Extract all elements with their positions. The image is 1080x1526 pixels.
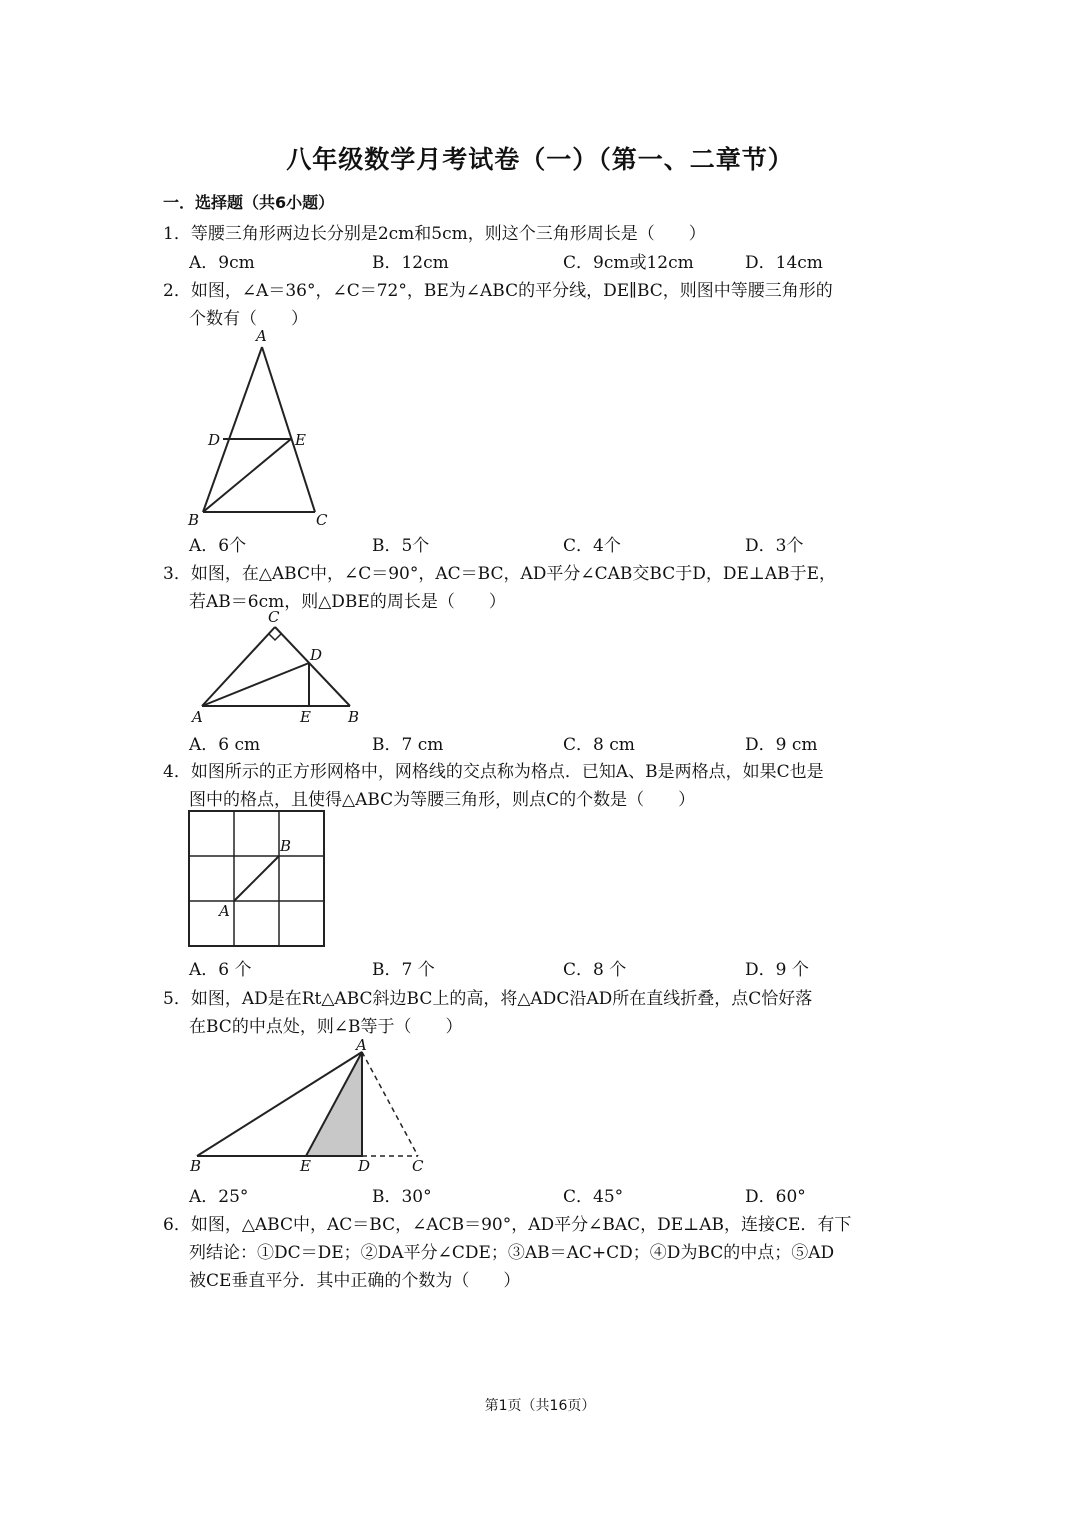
question-3-option-a: A．6 cm: [189, 735, 261, 755]
side-ac: [262, 347, 315, 512]
label-b: B: [348, 708, 360, 726]
question-5-text-line-1: 5．如图，AD是在Rt△ABC斜边BC上的高，将△ADC沿AD所在直线折叠，点C恰好落: [163, 989, 813, 1009]
question-2-text-line-1: 2．如图，∠A＝36°，∠C＝72°，BE为∠ABC的平分线，DE∥BC，则图中等腰三角形的: [163, 281, 833, 301]
question-5-figure: [180, 1035, 440, 1175]
question-5-text-line-2: 在BC的中点处，则∠B等于（ ）: [189, 1017, 463, 1037]
label-e: E: [300, 1157, 311, 1175]
label-c: C: [268, 610, 280, 626]
label-a: A: [256, 327, 267, 345]
question-1-option-c: C．9cm或12cm: [563, 253, 694, 273]
question-2-option-c: C．4个: [563, 536, 621, 556]
label-d: D: [310, 646, 323, 664]
label-a: A: [192, 708, 203, 726]
label-c: C: [412, 1157, 424, 1175]
label-a: A: [356, 1036, 367, 1054]
page-footer: 第1页（共16页）: [484, 1398, 596, 1414]
label-b: B: [190, 1157, 202, 1175]
side-ca: [202, 627, 275, 706]
question-3-text-line-2: 若AB＝6cm，则△DBE的周长是（ ）: [189, 592, 506, 612]
question-2-figure: [180, 325, 340, 530]
question-6-text-line-1: 6．如图，△ABC中，AC＝BC，∠ACB＝90°，AD平分∠BAC，DE⊥AB，连接CE．有下: [163, 1215, 852, 1235]
label-b: B: [188, 511, 200, 529]
question-4-option-d: D．9 个: [745, 960, 809, 980]
question-4-text-line-1: 4．如图所示的正方形网格中，网格线的交点称为格点．已知A、B是两格点，如果C也是: [163, 762, 824, 782]
question-2-option-a: A．6个: [189, 536, 247, 556]
question-1-text: 1．等腰三角形两边长分别是2cm和5cm，则这个三角形周长是（ ）: [163, 224, 706, 244]
label-a: A: [219, 902, 230, 920]
right-angle-mark: [269, 634, 281, 640]
question-3-figure: [180, 610, 380, 730]
question-2-option-d: D．3个: [745, 536, 804, 556]
question-4-option-a: A．6 个: [189, 960, 252, 980]
label-e: E: [300, 708, 311, 726]
dashed-ac: [362, 1052, 418, 1156]
label-e: E: [295, 431, 306, 449]
question-5-option-a: A．25°: [189, 1187, 249, 1207]
question-1-option-a: A．9cm: [189, 253, 255, 273]
page-title: 八年级数学月考试卷（一）（第一、二章节）: [286, 145, 794, 174]
question-6-text-line-3: 被CE垂直平分．其中正确的个数为（ ）: [189, 1271, 521, 1291]
question-4-figure: [186, 808, 328, 950]
section-heading: 一．选择题（共6小题）: [163, 193, 335, 212]
question-3-option-d: D．9 cm: [745, 735, 818, 755]
label-c: C: [316, 511, 328, 529]
question-3-text-line-1: 3．如图，在△ABC中，∠C＝90°，AC＝BC，AD平分∠CAB交BC于D，DE⊥AB于E，: [163, 564, 837, 584]
question-6-text-line-2: 列结论：①DC＝DE；②DA平分∠CDE；③AB＝AC+CD；④D为BC的中点；⑤AD: [189, 1243, 835, 1263]
question-4-option-b: B．7 个: [372, 960, 435, 980]
question-3-option-c: C．8 cm: [563, 735, 635, 755]
label-d: D: [208, 431, 221, 449]
segment-ad: [202, 663, 309, 706]
question-3-option-b: B．7 cm: [372, 735, 444, 755]
question-5-option-b: B．30°: [372, 1187, 432, 1207]
label-d: D: [358, 1157, 371, 1175]
segment-ab: [234, 856, 279, 901]
folded-triangle-aed: [306, 1052, 362, 1156]
question-5-option-c: C．45°: [563, 1187, 624, 1207]
side-cb: [275, 627, 350, 706]
label-b: B: [280, 837, 292, 855]
question-4-text-line-2: 图中的格点，且使得△ABC为等腰三角形，则点C的个数是（ ）: [189, 790, 696, 810]
question-2-option-b: B．5个: [372, 536, 430, 556]
question-4-option-c: C．8 个: [563, 960, 627, 980]
question-1-option-b: B．12cm: [372, 253, 449, 273]
question-2-text-line-2: 个数有（ ）: [189, 309, 308, 329]
question-1-option-d: D．14cm: [745, 253, 823, 273]
question-5-option-d: D．60°: [745, 1187, 806, 1207]
